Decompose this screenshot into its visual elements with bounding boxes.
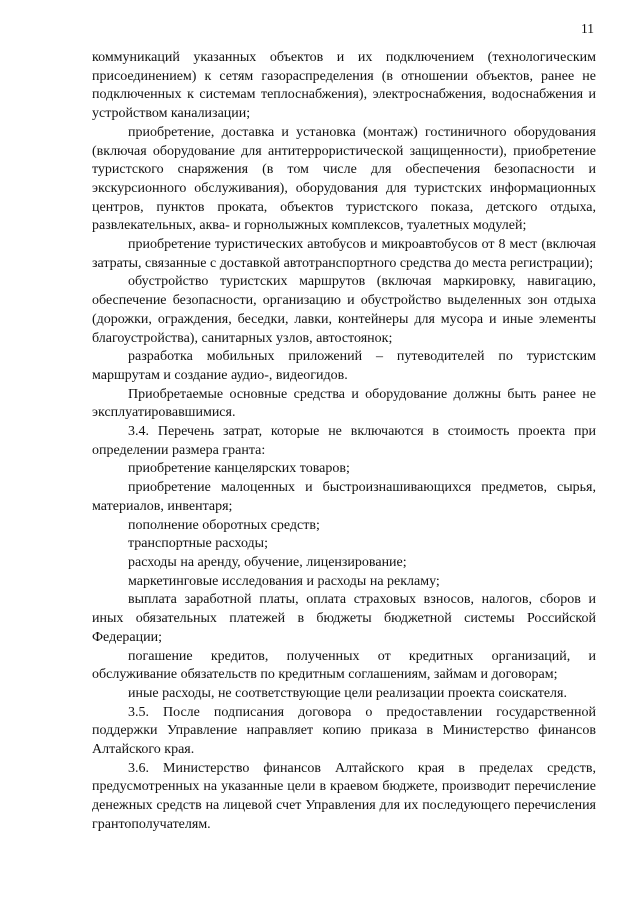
page-number: 11 [581,21,594,36]
list-item-rent-training: расходы на аренду, обучение, лицензирование; [128,554,407,570]
section-3-5: 3.5. После подписания договора о предоставлении государственной поддержки Управление направляет копию приказа в Министерство финансов Алтайского края. [92,704,596,758]
section-3-4: 3.4. Перечень затрат, которые не включаются в стоимость проекта при определении размера гранта: [92,424,596,458]
list-item-marketing: маркетинговые исследования и расходы на рекламу; [128,573,440,589]
list-item-working-capital: пополнение оборотных средств; [128,517,320,533]
paragraph-hotel-equipment: приобретение, доставка и установка (монтаж) гостиничного оборудования (включая оборудование для антитеррористической защищенности), приобретение туристского снаряжения (в том числе для обеспечения безопасности и экскурсионного обслуживания), оборудования для туристских информационных центров, пунктов проката, объектов туристского показа, детского отдыха, развлекательных, аква- и горнолыжных комплексов, туалетных модулей; [92,124,596,234]
document-body [92,49,596,835]
list-item-loans: погашение кредитов, полученных от кредитных организаций, и обслуживание обязательств по кредитным соглашениям, займам и договорам; [92,648,596,683]
list-item-low-value-items: приобретение малоценных и быстроизнашивающихся предметов, сырья, материалов, инвентаря; [92,480,596,514]
paragraph-buses: приобретение туристических автобусов и микроавтобусов от 8 мест (включая затраты, связанные с доставкой автотранспортного средства до места регистрации); [92,237,596,271]
list-item-salaries-taxes: выплата заработной платы, оплата страховых взносов, налогов, сборов и иных обязательных платежей в бюджеты бюджетной системы Российской Федерации; [92,592,596,645]
section-3-6: 3.6. Министерство финансов Алтайского края в пределах средств, предусмотренных на указанные цели в краевом бюджете, производит перечисление денежных средств на лицевой счет Управления для их последующего перечисления грантополучателям. [92,760,596,832]
list-item-transport: транспортные расходы; [128,536,268,552]
paragraph-tourist-routes: обустройство туристских маршрутов (включая маркировку, навигацию, обеспечение безопасности, организацию и обустройство выделенных зон отдыха (дорожки, ограждения, беседки, лавки, контейнеры для мусора и иные элементы благоустройства), санитарных узлов, автостоянок; [92,274,596,346]
paragraph-new-assets: Приобретаемые основные средства и оборудование должны быть ранее не эксплуатировавшимися. [92,386,596,421]
list-item-stationery: приобретение канцелярских товаров; [128,461,350,477]
list-item-other-expenses: иные расходы, не соответствующие цели реализации проекта соискателя. [128,685,567,701]
paragraph-continuation: коммуникаций указанных объектов и их подключением (технологическим присоединением) к сетям газораспределения (в отношении объектов, ранее не подключенных к системам теплоснабжения), электроснабжения, водоснабжения и устройством канализации; [92,50,596,122]
paragraph-mobile-apps: разработка мобильных приложений – путеводителей по туристским маршрутам и создание аудио-, видеогидов. [92,349,596,383]
